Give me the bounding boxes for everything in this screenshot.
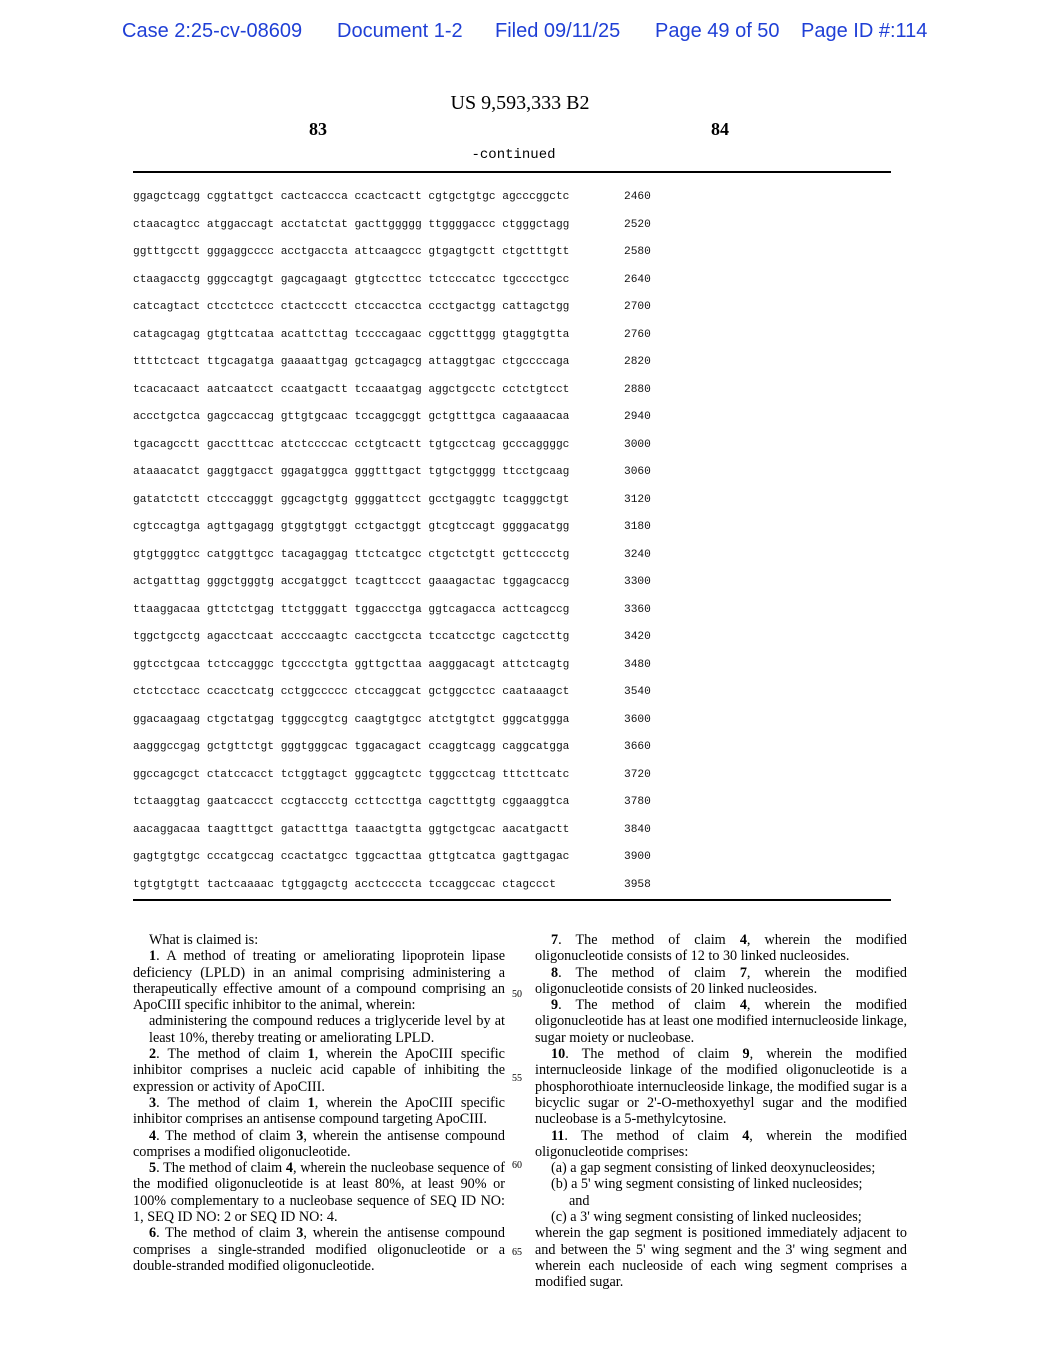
sequence-row xyxy=(133,377,893,405)
sequence-position: 3780 xyxy=(624,796,651,808)
sequence-position: 2820 xyxy=(624,356,651,368)
sequence-position: 3480 xyxy=(624,658,651,671)
sequence-row xyxy=(133,514,893,542)
sequence-row xyxy=(133,789,893,817)
sequence-text: ttttctcact ttgcagatga gaaaattgag gctcagagcg attaggtgac ctgccccaga xyxy=(133,356,570,368)
sequence-text: accctgctca gagccaccag gttgtgcaac tccaggcggt gctgtttgca cagaaaacaa xyxy=(133,411,570,423)
sequence-row xyxy=(133,872,893,900)
sequence-row xyxy=(133,294,893,322)
sequence-position: 3958 xyxy=(624,878,651,891)
claim-2: 2. The method of claim 1, wherein the ApoCIII specific inhibitor comprises a nucleic acid capable of inhibiting the expression or activity of ApoCIII. xyxy=(133,1046,505,1095)
claim-11-and: and xyxy=(569,1192,590,1209)
sequence-text: ggacaagaag ctgctatgag tgggccgtcg caagtgtgcc atctgtgtct gggcatggga xyxy=(133,713,570,726)
sequence-position: 2940 xyxy=(624,411,651,423)
sequence-row xyxy=(133,404,893,432)
claim-11: 11. The method of claim 4, wherein the modified oligonucleotide comprises: xyxy=(535,1127,907,1160)
claims-intro: What is claimed is: xyxy=(149,932,259,948)
claim-11-item-b: (b) a 5' wing segment consisting of linked nucleosides; xyxy=(551,1176,863,1193)
sequence-text: tctaaggtag gaatcaccct ccgtaccctg ccttccttga cagctttgtg cggaaggtca xyxy=(133,796,570,808)
claim-5: 5. The method of claim 4, wherein the nucleobase sequence of the modified oligonucleotide is at least 80%, at least 90% or 100% complementary to a nucleobase sequence of SEQ ID NO: 1, SEQ ID NO: 2 or SEQ ID NO: 4. xyxy=(133,1160,505,1226)
sequence-position: 3300 xyxy=(624,576,651,588)
page-id: Page ID #:114 xyxy=(801,20,928,42)
sequence-row xyxy=(133,817,893,845)
sequence-text: ggagctcagg cggtattgct cactcaccca ccactcactt cgtgctgtgc agcccggctc xyxy=(133,191,570,203)
claims-right-column xyxy=(535,932,907,1291)
claim-4: 4. The method of claim 3, wherein the antisense compound comprises a modified oligonucleotide. xyxy=(133,1127,505,1160)
sequence-row xyxy=(133,349,893,377)
sequence-row xyxy=(133,734,893,762)
sequence-text: tcacacaact aatcaatcct ccaatgactt tccaaatgag aggctgcctc cctctgtcct xyxy=(133,383,570,396)
sequence-position: 2880 xyxy=(624,383,651,396)
sequence-text: cgtccagtga agttgagagg gtggtgtggt cctgactggt gtcgtccagt ggggacatgg xyxy=(133,521,570,533)
line-number-50: 50 xyxy=(512,989,522,1000)
sequence-row xyxy=(133,707,893,735)
sequence-position: 3360 xyxy=(624,603,651,616)
sequence-position: 3540 xyxy=(624,686,651,698)
sequence-row xyxy=(133,267,893,295)
sequence-position: 2760 xyxy=(624,328,651,341)
sequence-row xyxy=(133,652,893,680)
sequence-position: 2460 xyxy=(624,191,651,203)
sequence-text: catagcagag gtgttcataa acattcttag tccccagaac cggctttggg gtaggtgtta xyxy=(133,328,570,341)
sequence-text: tgtgtgtgtt tactcaaaac tgtggagctg acctccccta tccaggccac ctagccct xyxy=(133,878,556,891)
sequence-position: 3000 xyxy=(624,438,651,451)
claim-11-wherein: wherein the gap segment is positioned immediately adjacent to and between the 5' wing segment and the 3' wing segment and wherein each nucleoside of each wing segment comprises a modified sugar. xyxy=(535,1225,907,1291)
page-count: Page 49 of 50 xyxy=(655,20,780,42)
sequence-text: gagtgtgtgc cccatgccag ccactatgcc tggcacttaa gttgtcatca gagttgagac xyxy=(133,851,570,863)
sequence-text: tgacagcctt gacctttcac atctccccac cctgtcactt tgtgcctcag gcccaggggc xyxy=(133,438,570,451)
sequence-position: 3720 xyxy=(624,768,651,781)
sequence-position: 3420 xyxy=(624,631,651,643)
sequence-row xyxy=(133,762,893,790)
sequence-position: 2640 xyxy=(624,273,651,286)
sequence-row xyxy=(133,542,893,570)
line-number-65: 65 xyxy=(512,1247,522,1258)
column-number-left: 83 xyxy=(309,119,327,139)
line-number-55: 55 xyxy=(512,1073,522,1084)
continued-label: -continued xyxy=(471,147,556,163)
sequence-row xyxy=(133,679,893,707)
claim-8: 8. The method of claim 7, wherein the modified oligonucleotide consists of 20 linked nucleosides. xyxy=(535,964,907,997)
sequence-row xyxy=(133,569,893,597)
sequence-text: actgatttag gggctgggtg accgatggct tcagttccct gaaagactac tggagcaccg xyxy=(133,576,570,588)
sequence-row xyxy=(133,184,893,212)
sequence-position: 2580 xyxy=(624,246,651,258)
claim-9: 9. The method of claim 4, wherein the modified oligonucleotide has at least one modified internucleoside linkage, sugar moiety or nucleobase. xyxy=(535,997,907,1046)
claim-1: 1. A method of treating or ameliorating lipoprotein lipase deficiency (LPLD) in an animal comprising administering a therapeutically effective amount of a compound comprising an ApoCIII specific inhibitor to the animal, wherein: xyxy=(133,948,505,1014)
sequence-text: gatatctctt ctcccagggt ggcagctgtg ggggattcct gcctgaggtc tcagggctgt xyxy=(133,493,570,506)
claim-3: 3. The method of claim 1, wherein the ApoCIII specific inhibitor comprises an antisense compound targeting ApoCIII. xyxy=(133,1094,505,1128)
sequence-row xyxy=(133,487,893,515)
sequence-position: 3240 xyxy=(624,548,651,561)
sequence-row xyxy=(133,432,893,460)
sequence-text: ataaacatct gaggtgacct ggagatggca gggtttgact tgtgctgggg ttcctgcaag xyxy=(133,466,570,478)
sequence-text: gtgtgggtcc catggttgcc tacagaggag ttctcatgcc ctgctctgtt gcttcccctg xyxy=(133,548,570,561)
filed-date: Filed 09/11/25 xyxy=(495,20,621,42)
claim-11-item-c: (c) a 3' wing segment consisting of linked nucleosides; xyxy=(551,1209,862,1226)
sequence-listing xyxy=(133,184,893,899)
top-rule xyxy=(133,171,891,173)
sequence-row xyxy=(133,844,893,872)
sequence-position: 3180 xyxy=(624,521,651,533)
claims-left-column xyxy=(133,932,505,1274)
sequence-text: ggtttgcctt gggaggcccc acctgaccta attcaagccc gtgagtgctt ctgctttgtt xyxy=(133,246,570,258)
court-filing-header xyxy=(0,18,1055,48)
claim-6: 6. The method of claim 3, wherein the antisense compound comprises a single-stranded modified oligonucleotide or a double-stranded modified oligonucleotide. xyxy=(133,1225,505,1274)
sequence-row xyxy=(133,624,893,652)
sequence-text: ggccagcgct ctatccacct tctggtagct gggcagtctc tgggcctcag tttcttcatc xyxy=(133,768,570,781)
bottom-rule xyxy=(133,899,891,901)
patent-number: US 9,593,333 B2 xyxy=(450,92,590,114)
column-number-right: 84 xyxy=(711,119,729,139)
sequence-text: catcagtact ctcctctccc ctactccctt ctccacctca ccctgactgg cattagctgg xyxy=(133,301,570,313)
sequence-row xyxy=(133,239,893,267)
document-number: Document 1-2 xyxy=(337,20,463,42)
sequence-position: 2700 xyxy=(624,301,651,313)
sequence-position: 3120 xyxy=(624,493,651,506)
sequence-text: ctaagacctg gggccagtgt gagcagaagt gtgtccttcc tctcccatcc tgcccctgcc xyxy=(133,273,570,286)
sequence-text: ggtcctgcaa tctccagggc tgcccctgta ggttgcttaa aagggacagt attctcagtg xyxy=(133,658,570,671)
sequence-row xyxy=(133,212,893,240)
sequence-position: 3900 xyxy=(624,851,651,863)
sequence-row xyxy=(133,597,893,625)
sequence-text: aagggccgag gctgttctgt gggtgggcac tggacagact ccaggtcagg caggcatgga xyxy=(133,741,570,753)
sequence-text: ctaacagtcc atggaccagt acctatctat gacttggggg ttggggaccc ctgggctagg xyxy=(133,218,570,231)
sequence-position: 3060 xyxy=(624,466,651,478)
sequence-position: 3600 xyxy=(624,713,651,726)
claim-7: 7. The method of claim 4, wherein the modified oligonucleotide consists of 12 to 30 linked nucleosides. xyxy=(535,932,907,965)
sequence-position: 3660 xyxy=(624,741,651,753)
case-number: Case 2:25-cv-08609 xyxy=(122,20,303,42)
claim-10: 10. The method of claim 9, wherein the modified internucleoside linkage of the modified oligonucleotide is a phosphorothioate internucleoside linkage, the modified sugar is a bicyclic sugar or 2'-O-methoxyethyl sugar and the modified nucleobase is a 5-methylcytosine. xyxy=(535,1046,907,1128)
sequence-position: 2520 xyxy=(624,218,651,231)
line-number-60: 60 xyxy=(512,1160,522,1171)
sequence-text: aacaggacaa taagtttgct gatactttga taaactgtta ggtgctgcac aacatgactt xyxy=(133,823,570,836)
sequence-position: 3840 xyxy=(624,823,651,836)
sequence-row xyxy=(133,322,893,350)
sequence-text: ctctcctacc ccacctcatg cctggccccc ctccaggcat gctggcctcc caataaagct xyxy=(133,686,570,698)
sequence-text: tggctgcctg agacctcaat accccaagtc cacctgccta tccatcctgc cagctccttg xyxy=(133,631,570,643)
claim-11-item-a: (a) a gap segment consisting of linked deoxynucleosides; xyxy=(551,1160,876,1177)
claim-1-subclause: administering the compound reduces a triglyceride level by at least 10%, thereby treating or ameliorating LPLD. xyxy=(149,1013,505,1046)
sequence-row xyxy=(133,459,893,487)
sequence-text: ttaaggacaa gttctctgag ttctgggatt tggaccctga ggtcagacca acttcagccg xyxy=(133,603,570,616)
